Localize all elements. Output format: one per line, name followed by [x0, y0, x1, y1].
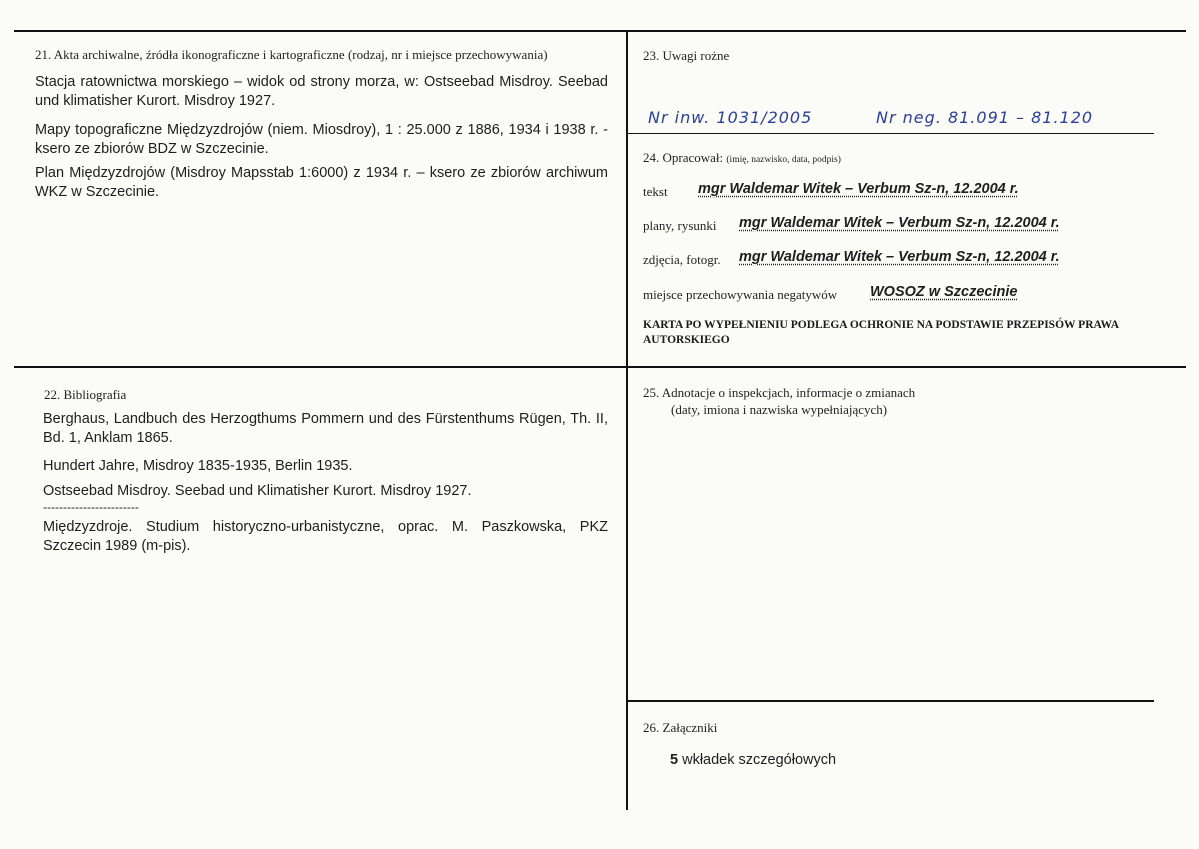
- field-value-drawings: mgr Waldemar Witek – Verbum Sz-n, 12.2004 r.: [739, 215, 1060, 231]
- section23-caption: 23. Uwagi rożne: [643, 48, 730, 63]
- section22-caption: 22. Bibliografia: [44, 387, 127, 402]
- section22-entry-1: Berghaus, Landbuch des Herzogthums Pommern und des Fürstenthums Rügen, Th. II, Bd. 1, Anklam 1865.: [43, 411, 608, 446]
- attachments-line: [670, 751, 1070, 770]
- section22-entry-3: Ostseebad Misdroy. Seebad und Klimatisher Kurort. Misdroy 1927.: [43, 483, 472, 499]
- section22-separator: ------------------------: [43, 500, 139, 514]
- negative-number-handwritten: Nr neg. 81.091 – 81.120: [876, 108, 1094, 127]
- section25-caption-line2: (daty, imiona i nazwiska wypełniających): [671, 402, 888, 417]
- section21-entry-3: Plan Międzyzdrojów (Misdroy Mapsstab 1:6000) z 1934 r. – ksero ze zbiorów archiwum WKZ w Szczecinie.: [35, 165, 608, 200]
- section21-caption: 21. Akta archiwalne, źródła ikonograficzne i kartograficzne (rodzaj, nr i miejsce przechowywania): [35, 47, 548, 62]
- section22-entry-2: Hundert Jahre, Misdroy 1835-1935, Berlin 1935.: [43, 458, 353, 474]
- field-value-text: mgr Waldemar Witek – Verbum Sz-n, 12.2004 r.: [698, 181, 1019, 197]
- middle-border: [14, 366, 1186, 368]
- field-label-negatives: miejsce przechowywania negatywów: [643, 287, 838, 302]
- attachments-count: 5: [670, 752, 679, 768]
- inventory-number-handwritten: Nr inw. 1031/2005: [648, 108, 813, 127]
- section21-entry-2: Mapy topograficzne Międzyzdrojów (niem. Miosdroy), 1 : 25.000 z 1886, 1934 i 1938 r. - ksero ze zbiorów BDZ w Szczecinie.: [35, 122, 608, 157]
- field-value-negatives: WOSOZ w Szczecinie: [870, 284, 1018, 300]
- copyright-note: KARTA PO WYPEŁNIENIU PODLEGA OCHRONIE NA PODSTAWIE PRZEPISÓW PRAWA AUTORSKIEGO: [643, 319, 1119, 346]
- center-divider: [626, 30, 628, 810]
- section24-caption-main: 24. Opracował:: [643, 150, 724, 165]
- section26-caption: 26. Załączniki: [643, 720, 718, 735]
- top-border: [14, 30, 1186, 32]
- section25-caption-line1: 25. Adnotacje o inspekcjach, informacje o zmianach: [643, 385, 916, 400]
- section25-bottom-rule: [628, 700, 1154, 702]
- section24-caption: [643, 150, 841, 166]
- field-value-photos: mgr Waldemar Witek – Verbum Sz-n, 12.2004 r.: [739, 249, 1060, 265]
- section23-bottom-rule: [628, 133, 1154, 134]
- attachments-text: wkładek szczegółowych: [682, 752, 837, 768]
- section24-caption-hint: (imię, nazwisko, data, podpis): [726, 155, 841, 165]
- section21-entry-1: Stacja ratownictwa morskiego – widok od strony morza, w: Ostseebad Misdroy. Seebad und klimatisher Kurort. Misdroy 1927.: [35, 74, 608, 109]
- field-label-drawings: plany, rysunki: [643, 218, 717, 233]
- section22-entry-4: Międzyzdroje. Studium historyczno-urbanistyczne, oprac. M. Paszkowska, PKZ Szczecin 1989 (m-pis).: [43, 519, 608, 554]
- field-label-text: tekst: [643, 184, 668, 199]
- field-label-photos: zdjęcia, fotogr.: [643, 252, 721, 267]
